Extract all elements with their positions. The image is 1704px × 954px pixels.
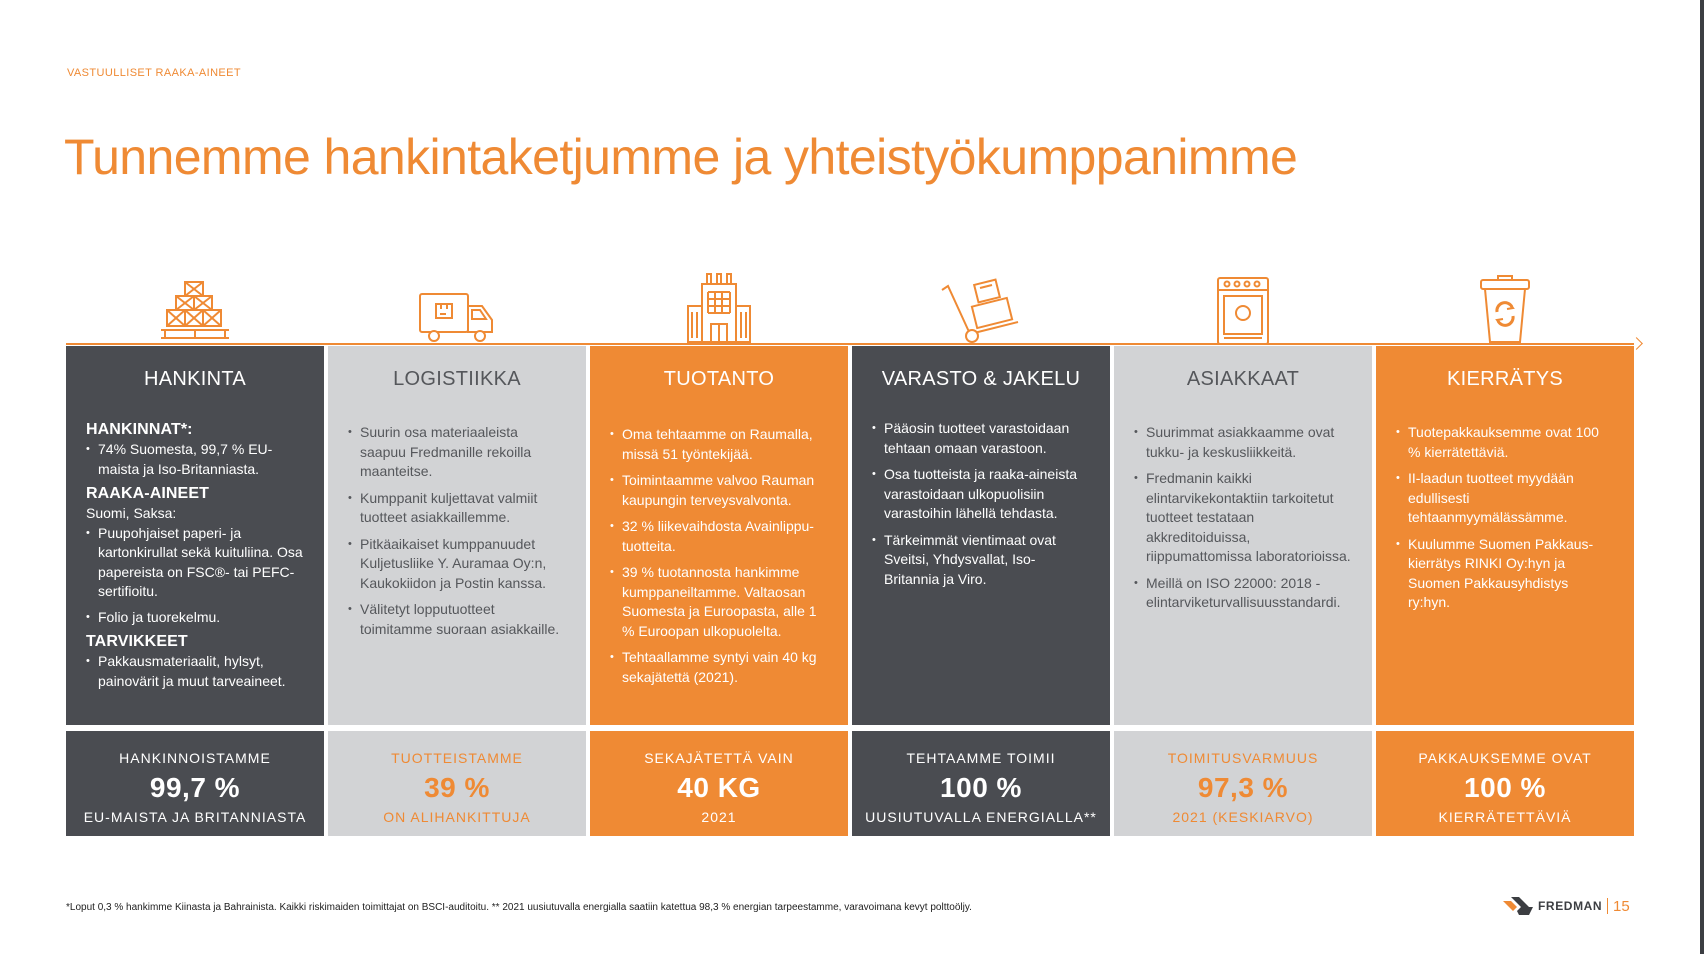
list-item: • Folio ja tuorekelmu. bbox=[86, 608, 304, 628]
list-item: • Toimintaamme valvoo Rauman kaupungin terveysvalvonta. bbox=[610, 471, 828, 510]
bullet-list bbox=[872, 419, 1090, 589]
page-number-separator bbox=[1607, 898, 1608, 914]
stat-box bbox=[66, 731, 324, 836]
delivery-truck-icon bbox=[328, 260, 586, 346]
list-item: • Kuulumme Suomen Pakkaus-kierrätys RINKI Oy:hyn ja Suomen Pakkausyhdistys ry:hyn. bbox=[1396, 535, 1614, 613]
page-number: 15 bbox=[1613, 898, 1630, 915]
column-title: VARASTO & JAKELU bbox=[881, 368, 1081, 390]
stat-box bbox=[1114, 731, 1372, 836]
stat-box bbox=[1376, 731, 1634, 836]
page-title: Tunnemme hankintaketjumme ja yhteistyökumppanimme bbox=[64, 129, 1298, 185]
column-varasto-jakelu bbox=[852, 346, 1110, 825]
list-item: • Suurin osa materiaaleista saapuu Fredmanille rekoilla maanteitse. bbox=[348, 423, 566, 482]
stat-sub: 2021 (KESKIARVO) bbox=[1172, 809, 1314, 825]
column-body bbox=[872, 419, 1090, 589]
list-item: • II-laadun tuotteet myydään edullisesti tehtaanmyymälässämme. bbox=[1396, 469, 1614, 528]
bullet-list bbox=[86, 524, 304, 628]
hand-truck-icon bbox=[852, 260, 1110, 346]
stat-sub: KIERRÄTETTÄVIÄ bbox=[1438, 809, 1572, 825]
list-item: • 74% Suomesta, 99,7 % EU-maista ja Iso-Britanniasta. bbox=[86, 440, 304, 479]
section-label: VASTUULLISET RAAKA-AINEET bbox=[67, 67, 242, 79]
bullet-list bbox=[1134, 423, 1352, 613]
boxes-pallet-icon bbox=[66, 260, 324, 346]
bullet-list bbox=[86, 652, 304, 691]
list-item: • Pääosin tuotteet varastoidaan tehtaan omaan varastoon. bbox=[872, 419, 1090, 458]
stat-label: HANKINNOISTAMME bbox=[119, 750, 271, 766]
stat-value: 99,7 % bbox=[149, 772, 241, 803]
stat-sub: ON ALIHANKITTUJA bbox=[383, 809, 531, 825]
bullet-list bbox=[86, 440, 304, 479]
list-item: • Meillä on ISO 22000: 2018 -elintarviketurvallisuusstandardi. bbox=[1134, 574, 1352, 613]
list-item: • Fredmanin kaikki elintarvikekontaktiin tarkoitetut tuotteet testataan akkreditoiduissa, riippumattomissa laboratorioissa. bbox=[1134, 469, 1352, 567]
column-tuotanto bbox=[590, 346, 848, 825]
footnote: *Loput 0,3 % hankimme Kiinasta ja Bahrainista. Kaikki riskimaiden toimittajat on BSCI-auditoitu. ** 2021 uusiutuvalla energialla saatiin katettua 98,3 % energian tarpeestamme, varavoimana kevyt polttoöljy. bbox=[66, 902, 972, 913]
stat-sub: EU-MAISTA JA BRITANNIASTA bbox=[83, 809, 307, 825]
group-text: Suomi, Saksa: bbox=[86, 505, 177, 521]
list-item: • Pitkäaikaiset kumppanuudet Kuljetusliike Y. Auramaa Oy:n, Kaukokiidon ja Postin kanssa. bbox=[348, 535, 566, 594]
bullet-list bbox=[610, 425, 828, 687]
column-logistiikka bbox=[328, 346, 586, 825]
column-kierratys bbox=[1376, 346, 1634, 825]
stat-label: TOIMITUSVARMUUS bbox=[1167, 750, 1319, 766]
kitchen-stove-icon bbox=[1114, 260, 1372, 346]
list-item: • Tehtaallamme syntyi vain 40 kg sekajätettä (2021). bbox=[610, 648, 828, 687]
list-item: • Pakkausmateriaalit, hylsyt, painovärit ja muut tarveaineet. bbox=[86, 652, 304, 691]
list-item: • Välitetyt lopputuotteet toimitamme suoraan asiakkaille. bbox=[348, 600, 566, 639]
stat-box bbox=[852, 731, 1110, 836]
stat-label: PAKKAUKSEMME OVAT bbox=[1418, 750, 1592, 766]
column-title: KIERRÄTYS bbox=[1446, 368, 1564, 390]
column-asiakkaat bbox=[1114, 346, 1372, 825]
column-content bbox=[1114, 346, 1372, 725]
column-title: HANKINTA bbox=[143, 368, 247, 390]
list-item: • Tuotepakkauksemme ovat 100 % kierrätettäviä. bbox=[1396, 423, 1614, 462]
stat-label: TUOTTEISTAMME bbox=[391, 750, 523, 766]
column-body bbox=[86, 421, 304, 691]
column-body bbox=[610, 425, 828, 687]
list-item: • Oma tehtaamme on Raumalla, missä 51 työntekijää. bbox=[610, 425, 828, 464]
group-heading: HANKINNAT*: bbox=[86, 421, 193, 438]
brand-logo bbox=[1503, 897, 1602, 915]
stat-value: 39 % bbox=[424, 772, 490, 803]
brand-name: FREDMAN bbox=[1538, 899, 1603, 913]
list-item: • 39 % tuotannosta hankimme kumppaneiltamme. Valtaosan Suomesta ja Euroopasta, alle 1 % Euroopan ulkopuolelta. bbox=[610, 563, 828, 641]
bullet-list bbox=[1396, 423, 1614, 613]
stat-sub: 2021 bbox=[701, 809, 737, 825]
column-body bbox=[348, 423, 566, 639]
bullet-list bbox=[348, 423, 566, 639]
column-content bbox=[1376, 346, 1634, 725]
column-content bbox=[66, 346, 324, 725]
process-timeline bbox=[66, 343, 1634, 345]
column-hankinta bbox=[66, 346, 324, 825]
list-item: • Puupohjaiset paperi- ja kartonkirullat sekä kuituliina. Osa papereista on FSC®- tai PEFC-sertifioitu. bbox=[86, 524, 304, 602]
stat-box bbox=[328, 731, 586, 836]
stat-value: 97,3 % bbox=[1197, 772, 1289, 803]
column-body bbox=[1396, 423, 1614, 613]
list-item: • Suurimmat asiakkaamme ovat tukku- ja keskusliikkeitä. bbox=[1134, 423, 1352, 462]
column-content bbox=[590, 346, 848, 725]
right-edge-bar bbox=[1700, 0, 1704, 954]
column-title: ASIAKKAAT bbox=[1186, 368, 1300, 390]
process-icons-row bbox=[66, 260, 1634, 346]
stat-value: 100 % bbox=[1464, 772, 1546, 803]
fredman-logo-icon bbox=[1503, 897, 1533, 915]
stat-label: TEHTAAMME TOIMII bbox=[906, 750, 1056, 766]
column-title: LOGISTIIKKA bbox=[393, 368, 521, 390]
group-heading: TARVIKKEET bbox=[86, 633, 188, 650]
list-item: • Osa tuotteista ja raaka-aineista varastoidaan ulkopuolisiin varastoihin lähellä tehdasta. bbox=[872, 465, 1090, 524]
list-item: • Kumppanit kuljettavat valmiit tuotteet asiakkaillemme. bbox=[348, 489, 566, 528]
list-item: • 32 % liikevaihdosta Avainlippu-tuotteita. bbox=[610, 517, 828, 556]
column-content bbox=[328, 346, 586, 725]
stat-box bbox=[590, 731, 848, 836]
stat-value: 100 % bbox=[940, 772, 1022, 803]
column-content bbox=[852, 346, 1110, 725]
stat-sub: UUSIUTUVALLA ENERGIALLA** bbox=[865, 809, 1097, 825]
list-item: • Tärkeimmät vientimaat ovat Sveitsi, Yhdysvallat, Iso-Britannia ja Viro. bbox=[872, 531, 1090, 590]
column-body bbox=[1134, 423, 1352, 613]
recycling-bin-icon bbox=[1376, 260, 1634, 346]
column-title: TUOTANTO bbox=[663, 368, 775, 390]
stat-label: SEKAJÄTETTÄ VAIN bbox=[644, 750, 794, 766]
group-heading: RAAKA-AINEET bbox=[86, 485, 209, 502]
factory-building-icon bbox=[590, 260, 848, 346]
stat-value: 40 KG bbox=[677, 772, 761, 803]
